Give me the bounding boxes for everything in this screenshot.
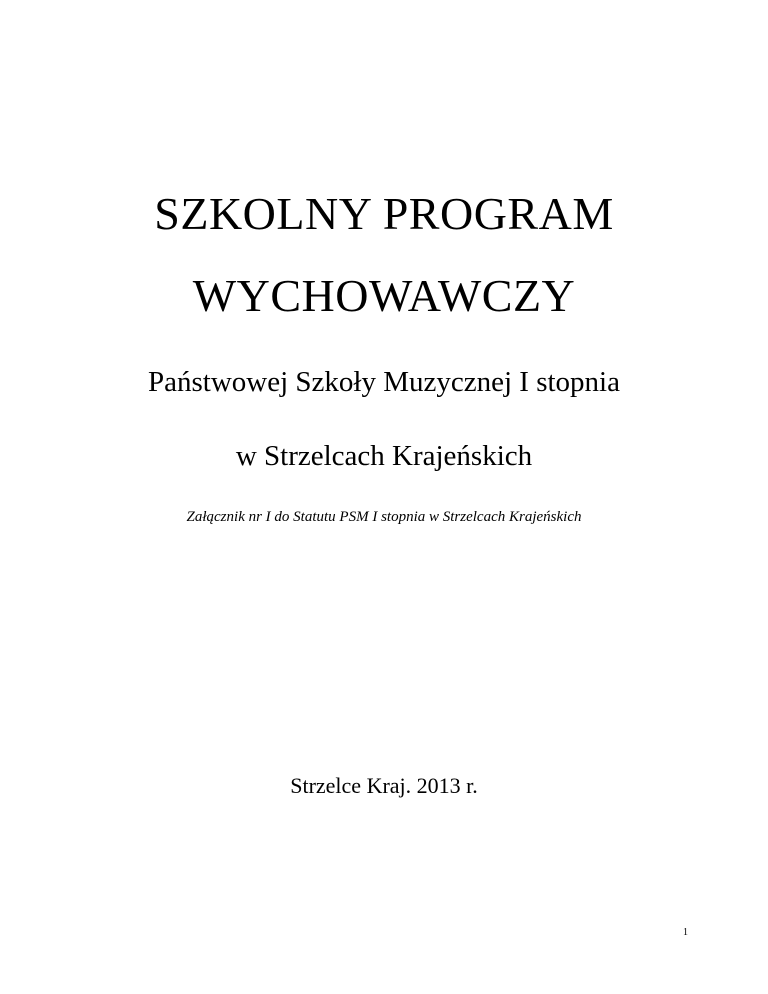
annex-note: Załącznik nr I do Statutu PSM I stopnia w Strzelcach Krajeńskich xyxy=(186,509,582,525)
document-title-line-1: SZKOLNY PROGRAM xyxy=(154,188,614,239)
page-number: 1 xyxy=(683,927,688,938)
school-name-line-2: w Strzelcach Krajeńskich xyxy=(235,440,533,472)
document-title-line-2: WYCHOWAWCZY xyxy=(192,270,576,321)
school-name-line-1: Państwowej Szkoły Muzycznej I stopnia xyxy=(148,366,620,398)
place-and-date: Strzelce Kraj. 2013 r. xyxy=(290,773,478,798)
